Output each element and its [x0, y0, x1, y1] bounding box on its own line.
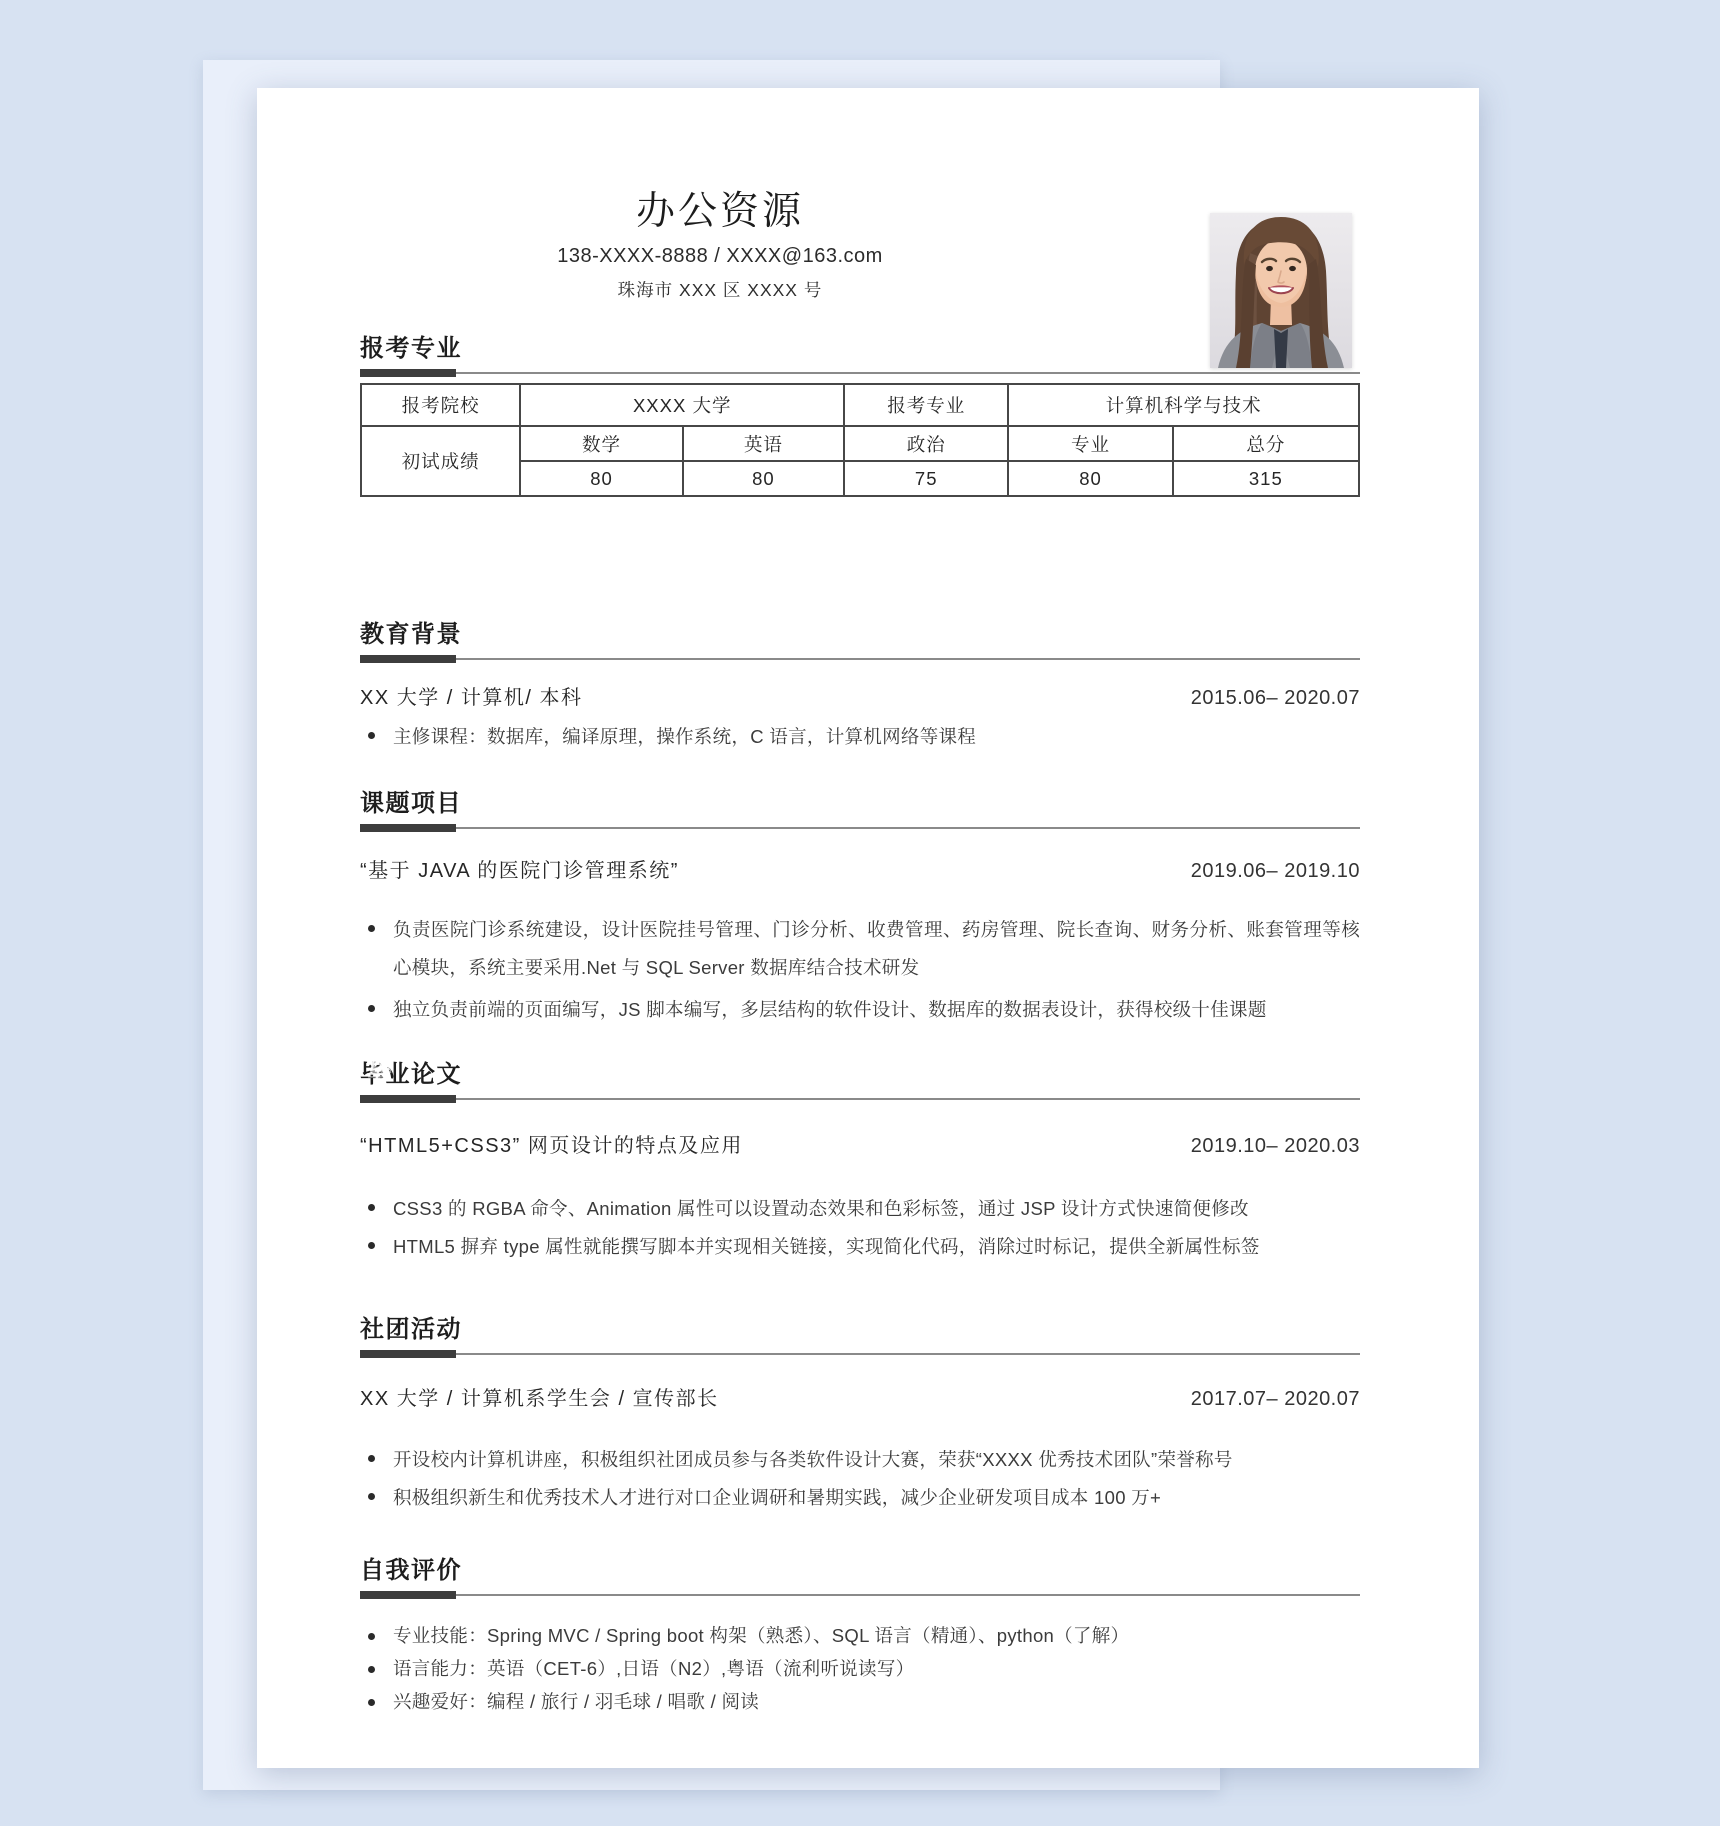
- section-divider: [360, 655, 1360, 663]
- project-date: 2019.06– 2019.10: [1190, 860, 1360, 882]
- bullet-item: 主修课程：数据库，编译原理，操作系统，C 语言，计算机网络等课程: [360, 718, 1360, 756]
- section-divider: [360, 1350, 1360, 1358]
- bullet-list: [360, 1441, 1360, 1517]
- bullet-list: [360, 911, 1360, 1029]
- club-role-line: XX 大学 / 计算机系学生会 / 宣传部长: [360, 1388, 719, 1410]
- bullet-dot-icon: [368, 1666, 375, 1673]
- cell-score-math: 80: [521, 462, 683, 495]
- section-divider: [360, 369, 1360, 377]
- thesis-date: 2019.10– 2020.03: [1190, 1135, 1360, 1157]
- cell-score-major: 80: [1009, 462, 1173, 495]
- section-title-self: 自我评价: [360, 1557, 462, 1584]
- bullet-dot-icon: [368, 1493, 375, 1500]
- bullet-dot-icon: [368, 1633, 375, 1640]
- candidate-name: 办公资源: [635, 190, 804, 233]
- section-thesis: [360, 1059, 1360, 1266]
- cell-subject-total: 总分: [1174, 427, 1358, 462]
- bullet-dot-icon: [368, 1005, 375, 1012]
- bullet-item: 独立负责前端的页面编写，JS 脚本编写，多层结构的软件设计、数据库的数据表设计，获得校级十佳课题: [360, 991, 1360, 1029]
- cell-major-label: 报考专业: [845, 385, 1009, 427]
- section-self: [360, 1555, 1360, 1718]
- cell-subject-math: 数学: [521, 427, 683, 462]
- bullet-dot-icon: [368, 925, 375, 932]
- bullet-dot-icon: [368, 1455, 375, 1462]
- bullet-item: CSS3 的 RGBA 命令、Animation 属性可以设置动态效果和色彩标签，通过 JSP 设计方式快速简便修改: [360, 1190, 1360, 1228]
- section-project: [360, 788, 1360, 1029]
- bullet-dot-icon: [368, 1204, 375, 1211]
- profile-photo: [1210, 213, 1352, 368]
- section-title-apply: 报考专业: [360, 335, 462, 362]
- cell-major-value: 计算机科学与技术: [1009, 385, 1358, 427]
- project-title-line: “基于 JAVA 的医院门诊管理系统”: [360, 860, 679, 882]
- cell-score-total: 315: [1248, 467, 1283, 489]
- bullet-item: HTML5 摒弃 type 属性就能撰写脚本并实现相关链接，实现简化代码，消除过时标记，提供全新属性标签: [360, 1228, 1360, 1266]
- education-date: 2015.06– 2020.07: [1190, 687, 1360, 709]
- resume-page: [257, 88, 1479, 1768]
- bullet-item: 兴趣爱好：编程 / 旅行 / 羽毛球 / 唱歌 / 阅读: [360, 1685, 1360, 1718]
- section-title-club: 社团活动: [360, 1316, 462, 1343]
- cell-score-politics: 75: [845, 462, 1009, 495]
- section-education: [360, 619, 1360, 756]
- cell-school-value: XXXX 大学: [521, 385, 845, 427]
- cell-score-label: 初试成绩: [362, 427, 521, 495]
- section-divider: [360, 824, 1360, 832]
- portrait-photo-icon: [1210, 213, 1352, 368]
- bullet-list: [360, 1190, 1360, 1266]
- bullet-item: 负责医院门诊系统建设，设计医院挂号管理、门诊分析、收费管理、药房管理、院长查询、财务分析、账套管理等核心模块，系统主要采用.Net 与 SQL Server 数据库结合技术研发: [360, 911, 1360, 987]
- section-title-thesis: 毕业 毕业论文: [360, 1059, 1360, 1091]
- cell-subject-major: 专业: [1009, 427, 1173, 462]
- bullet-item: 开设校内计算机讲座，积极组织社团成员参与各类软件设计大赛，荣获“XXXX 优秀技术团队”荣誉称号: [360, 1441, 1360, 1479]
- resume-header: [360, 88, 1080, 301]
- thesis-title-line: “HTML5+CSS3” 网页设计的特点及应用: [360, 1135, 743, 1157]
- section-club: [360, 1314, 1360, 1517]
- contact-line: 138-XXXX-8888 / XXXX@163.com: [557, 245, 883, 267]
- cell-score-english: 80: [684, 462, 845, 495]
- address-line: 珠海市 XXX 区 XXXX 号: [617, 280, 823, 300]
- cell-school-label: 报考院校: [362, 385, 521, 427]
- glitch-text: 毕业 毕业: [360, 1059, 411, 1091]
- bullet-list: [360, 1619, 1360, 1718]
- bullet-item: 语言能力：英语（CET-6）,日语（N2）,粤语（流利听说读写）: [360, 1652, 1360, 1685]
- section-title-education: 教育背景: [360, 621, 462, 648]
- section-divider: [360, 1095, 1360, 1103]
- cell-subject-politics: 政治: [845, 427, 1009, 462]
- education-school-line: XX 大学 / 计算机/ 本科: [360, 687, 583, 709]
- bullet-item: 专业技能：Spring MVC / Spring boot 构架（熟悉）、SQL 语言（精通）、python（了解）: [360, 1619, 1360, 1652]
- score-table: [360, 383, 1360, 497]
- bullet-dot-icon: [368, 1242, 375, 1249]
- section-divider: [360, 1591, 1360, 1599]
- bullet-dot-icon: [368, 732, 375, 739]
- section-title-project: 课题项目: [360, 790, 462, 817]
- bullet-item: 积极组织新生和优秀技术人才进行对口企业调研和暑期实践，减少企业研发项目成本 100 万+: [360, 1479, 1360, 1517]
- bullet-dot-icon: [368, 1699, 375, 1706]
- cell-subject-english: 英语: [684, 427, 845, 462]
- club-date: 2017.07– 2020.07: [1190, 1388, 1360, 1410]
